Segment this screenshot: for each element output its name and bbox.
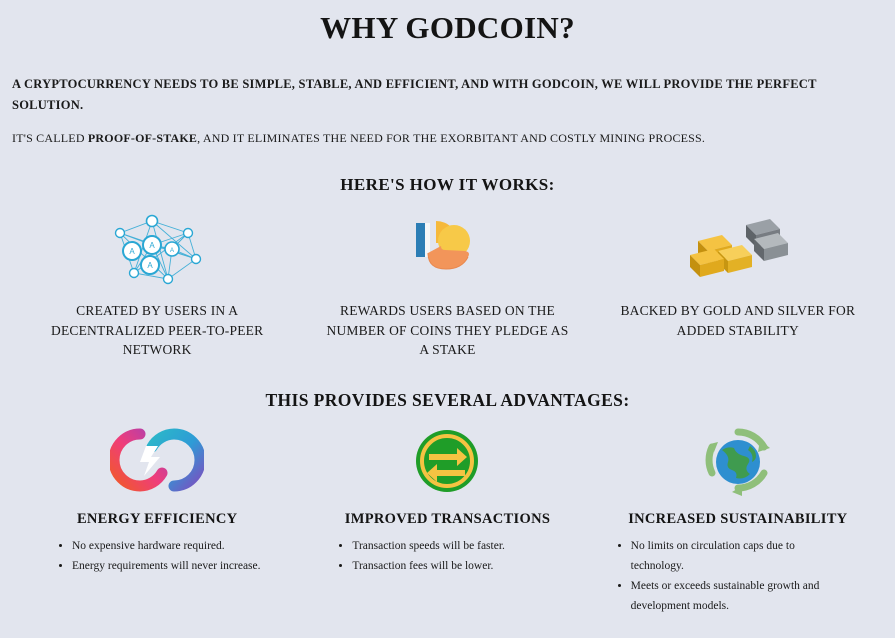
- list-item: • No limits on circulation caps due to technology.: [631, 536, 846, 576]
- svg-text:A: A: [129, 247, 135, 257]
- transactions-exchange-icon: [409, 419, 485, 503]
- advantage-item-1: [12, 419, 302, 617]
- list-item: • Meets or exceeds sustainable growth and development models.: [631, 576, 846, 616]
- svg-text:A: A: [147, 261, 153, 271]
- advantages-heading: THIS PROVIDES SEVERAL ADVANTAGES:: [265, 389, 630, 410]
- how-it-works-item-1: [12, 209, 302, 360]
- advantages-columns: [12, 419, 883, 617]
- how-it-works-caption-1: CREATED BY USERS IN A DECENTRALIZED PEER-TO-PEER NETWORK: [51, 303, 264, 358]
- advantage-title-1: ENERGY EFFICIENCY: [76, 510, 238, 527]
- list-item: • Transaction speeds will be faster.: [352, 536, 505, 556]
- advantage-bullets-3: [609, 536, 846, 617]
- list-item: • Transaction fees will be lower.: [352, 556, 505, 576]
- intro-lead-paragraph: A CRYPTOCURRENCY NEEDS TO BE SIMPLE, STABLE, AND EFFICIENT, AND WITH GODCOIN, WE WILL PROVIDE THE PERFECT SOLUTION.: [12, 77, 817, 112]
- network-nodes-icon: [92, 209, 222, 289]
- how-it-works-item-2: [302, 209, 592, 360]
- energy-efficiency-icon: [110, 419, 204, 503]
- list-item: • No expensive hardware required.: [72, 536, 261, 556]
- how-it-works-caption-2: REWARDS USERS BASED ON THE NUMBER OF COINS THEY PLEDGE AS A STAKE: [326, 303, 569, 358]
- gold-silver-bars-icon: [678, 209, 798, 289]
- advantage-title-3: INCREASED SUSTAINABILITY: [628, 510, 848, 527]
- how-it-works-caption-3: BACKED BY GOLD AND SILVER FOR ADDED STABILITY: [620, 303, 856, 338]
- sustainability-globe-icon: [698, 419, 778, 503]
- how-it-works-columns: [12, 209, 883, 360]
- advantage-bullets-1: [50, 536, 261, 576]
- intro-sub-paragraph: [12, 129, 883, 147]
- page-title: WHY GODCOIN?: [320, 10, 575, 45]
- sub-prefix: IT'S CALLED: [12, 131, 88, 146]
- sub-suffix: , AND IT ELIMINATES THE NEED FOR THE EXORBITANT AND COSTLY MINING PROCESS.: [197, 131, 706, 146]
- advantage-title-2: IMPROVED TRANSACTIONS: [344, 510, 551, 527]
- svg-text:A: A: [149, 241, 155, 251]
- list-item: • Energy requirements will never increase.: [72, 556, 261, 576]
- advantage-item-2: [302, 419, 592, 617]
- hand-coin-reward-icon: [392, 209, 502, 289]
- how-it-works-heading: HERE'S HOW IT WORKS:: [340, 175, 555, 195]
- advantage-item-3: [593, 419, 883, 617]
- sub-bold-term: PROOF-OF-STAKE: [87, 131, 198, 146]
- svg-text:A: A: [170, 248, 175, 255]
- how-it-works-item-3: [593, 209, 883, 360]
- advantage-bullets-2: [330, 536, 505, 576]
- page-root: [0, 6, 895, 638]
